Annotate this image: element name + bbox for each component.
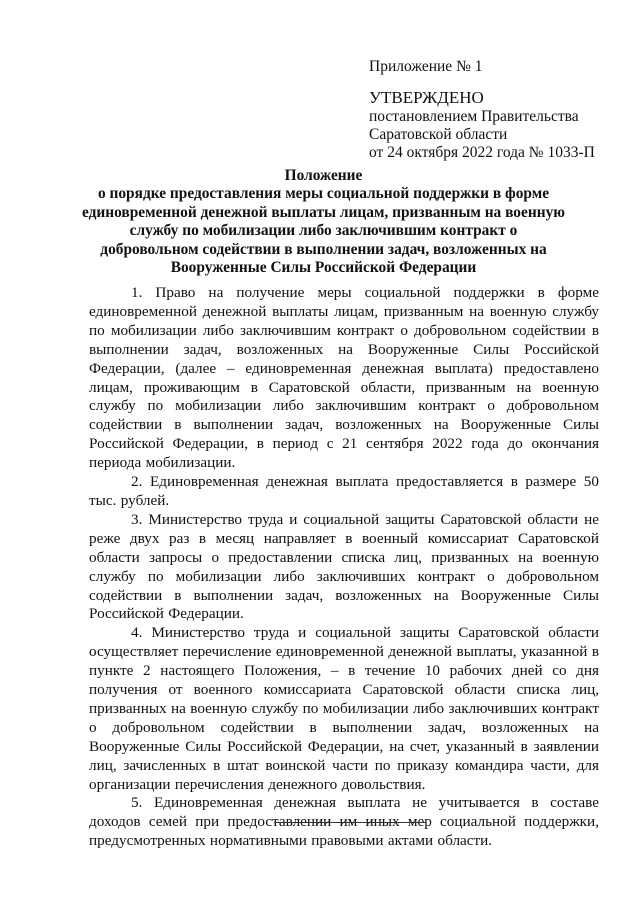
annex-number: Приложение № 1 <box>369 58 483 75</box>
approval-block <box>369 58 619 162</box>
paragraph-4: 4. Министерство труда и социальной защиты Саратовской области осуществляет перечисление единовременной денежной выплаты, указанной в пункте 2 настоящего Положения, – в течение 10 рабочих дней со дня получения от военного комиссариата Саратовской области списка лиц, призванных на военную службу по мобилизации либо заключивших контракт о добровольном содействии в выполнении задач, возложенных на Вооруженные Силы Российской Федерации, на счет, указанный в заявлении лиц, зачисленных в штат воинской части по приказу командира части, для организации перечисления денежного довольствия. <box>89 624 599 793</box>
paragraph-1: 1. Право на получение меры социальной поддержки в форме единовременной денежной выплаты лицам, призванным на военную службу по мобилизации либо заключившим контракт о добровольном содействии в выполнении задач, возложенных на Вооруженные Силы Российской Федерации, (далее – единовременная денежная выплата) предоставлено лицам, проживающим в Саратовской области, призванным на военную службу по мобилизации либо заключившим контракт о добровольном содействии в выполнении задач, возложенных на Вооруженные Силы Российской Федерации, в период с 21 сентября 2022 года до окончания периода мобилизации. <box>89 284 599 472</box>
document-subtitle: о порядке предоставления меры социальной поддержки в форме единовременной денежной выплаты лицам, призванным на военную службу по мобилизации либо заключившим контракт о добровольном содействии в выполнении задач, возложенных на Вооруженные Силы Российской Федерации <box>81 185 566 277</box>
approval-line-1: постановлением Правительства <box>369 108 579 125</box>
approval-line-2: Саратовской области <box>369 126 508 143</box>
document-title <box>80 167 567 277</box>
end-separator-line <box>274 822 426 823</box>
document-heading: Положение <box>284 167 363 184</box>
paragraph-3: 3. Министерство труда и социальной защиты Саратовской области не реже двух раз в месяц направляет в военный комиссариат Саратовской области запросы о предоставлении списка лиц, призванных на военную службу по мобилизации либо заключивших контракт о добровольном содействии в выполнении задач, возложенных на Вооруженные Силы Российской Федерации. <box>89 510 599 623</box>
document-body <box>89 284 599 851</box>
approval-line-3: от 24 октября 2022 года № 1033-П <box>369 144 595 161</box>
paragraph-2: 2. Единовременная денежная выплата предоставляется в размере 50 тыс. рублей. <box>89 473 599 509</box>
approval-stamp-heading: УТВЕРЖДЕНО <box>369 88 484 107</box>
paragraph-5: 5. Единовременная денежная выплата не учитывается в составе доходов семей при предоставлении им иных мер социальной поддержки, предусмотренных нормативными правовыми актами области. <box>89 794 599 850</box>
